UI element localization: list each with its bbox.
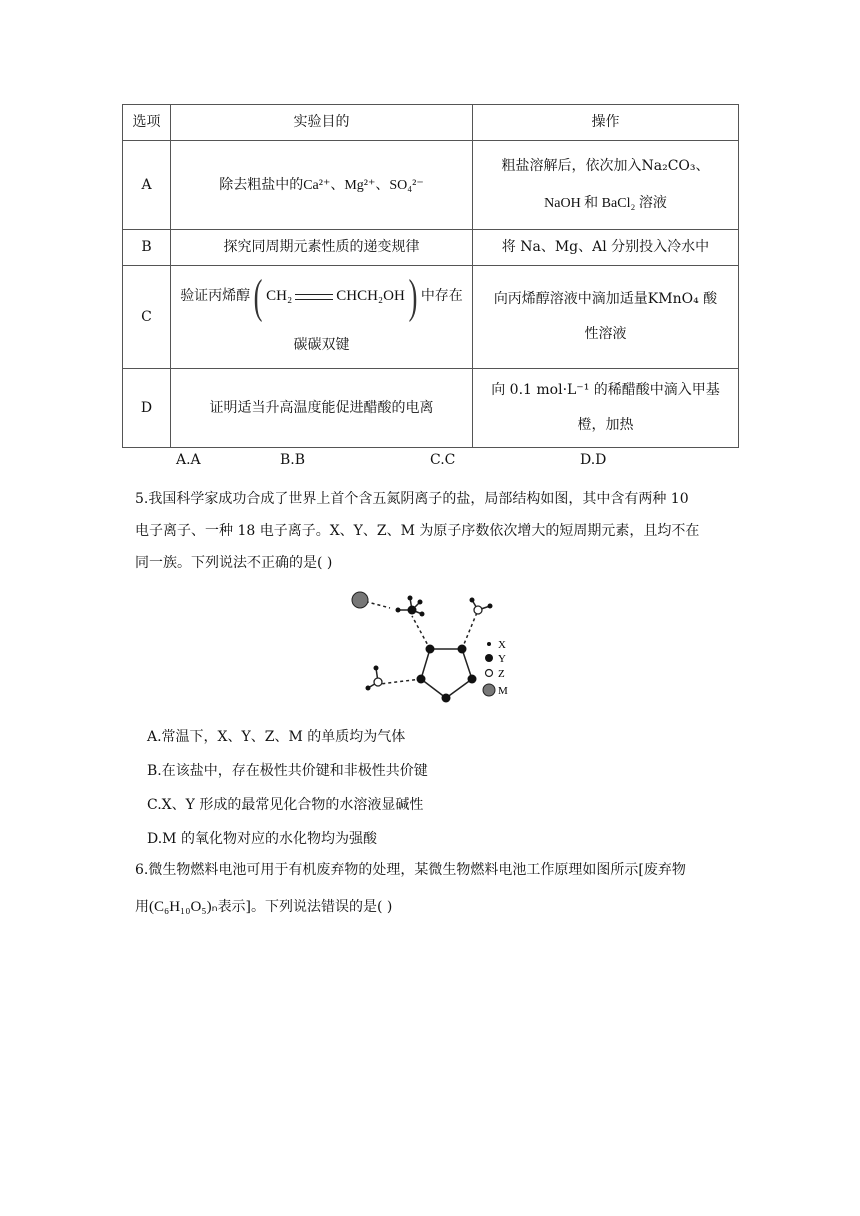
answer-c: C.C bbox=[430, 452, 456, 468]
operation-line-1: 向丙烯醇溶液中滴加适量KMnO₄ 酸 bbox=[493, 291, 718, 307]
options-table bbox=[122, 104, 739, 448]
row-label: B bbox=[123, 230, 171, 266]
legend-z: Z bbox=[498, 668, 505, 680]
answer-d: D.D bbox=[580, 452, 607, 468]
right-paren: ) bbox=[408, 269, 418, 323]
double-bond-icon bbox=[295, 294, 333, 300]
row-label: C bbox=[123, 266, 171, 369]
header-option: 选项 bbox=[123, 105, 171, 141]
q6-prefix: 用 bbox=[135, 899, 149, 915]
q5-line-2: 电子离子、一种 18 电子离子。X、Y、Z、M 为原子序数依次增大的短周期元素，且均不在 bbox=[135, 523, 700, 539]
legend-m: M bbox=[498, 685, 508, 697]
header-operation: 操作 bbox=[473, 105, 739, 141]
q5-option-d: D.M 的氧化物对应的水化物均为强酸 bbox=[147, 831, 377, 847]
legend-y: Y bbox=[498, 653, 506, 665]
operation-line-2: NaOH 和 BaCl₂ 溶液 bbox=[544, 196, 667, 211]
table-header-row bbox=[123, 105, 739, 141]
purpose-cell bbox=[171, 266, 473, 369]
purpose-cell: 证明适当升高温度能促进醋酸的电离 bbox=[171, 369, 473, 448]
pentazolate-structure-diagram bbox=[350, 586, 520, 704]
purpose-line-2: 碳碳双键 bbox=[293, 336, 350, 353]
operation-line-1: 向 0.1 mol·L⁻¹ 的稀醋酸中滴入甲基 bbox=[491, 382, 720, 398]
table-row bbox=[123, 266, 739, 369]
q5-option-a: A.常温下，X、Y、Z、M 的单质均为气体 bbox=[147, 729, 406, 745]
answer-a: A.A bbox=[176, 452, 201, 468]
structure-legend bbox=[483, 639, 508, 697]
formula-right: CHCH₂OH bbox=[336, 288, 405, 305]
purpose-text: 除去粗盐中的 bbox=[219, 176, 304, 193]
allyl-alcohol-formula bbox=[266, 285, 405, 308]
operation-line-2: 橙，加热 bbox=[577, 417, 634, 433]
purpose-cell bbox=[171, 141, 473, 230]
purpose-text: 验证丙烯醇 bbox=[180, 288, 251, 304]
q6-suffix: 表示]。下列说法错误的是( ) bbox=[217, 899, 393, 915]
legend-x: X bbox=[498, 639, 506, 651]
operation-cell bbox=[473, 141, 739, 230]
q5-line-1: 5.我国科学家成功合成了世界上首个含五氮阴离子的盐，局部结构如图，其中含有两种 10 bbox=[135, 491, 689, 507]
operation-line-1: 粗盐溶解后，依次加入Na₂CO₃、 bbox=[501, 158, 710, 174]
formula-left: CH₂ bbox=[266, 288, 293, 305]
operation-cell bbox=[473, 369, 739, 448]
q5-option-b: B.在该盐中，存在极性共价键和非极性共价键 bbox=[147, 763, 428, 779]
operation-line-2: 性溶液 bbox=[584, 326, 627, 342]
cellulose-formula: (C₆H₁₀O₅)ₙ bbox=[149, 899, 218, 915]
left-paren: ( bbox=[253, 269, 263, 323]
answer-b: B.B bbox=[280, 452, 306, 468]
table-row bbox=[123, 369, 739, 448]
header-purpose: 实验目的 bbox=[171, 105, 473, 141]
table-row bbox=[123, 141, 739, 230]
purpose-suffix: 中存在 bbox=[420, 288, 463, 304]
purpose-ions: Ca²⁺、Mg²⁺、SO₄²⁻ bbox=[303, 177, 424, 193]
table-row bbox=[123, 230, 739, 266]
row-label: D bbox=[123, 369, 171, 448]
operation-cell: 将 Na、Mg、Al 分别投入冷水中 bbox=[473, 230, 739, 266]
row-label: A bbox=[123, 141, 171, 230]
q5-option-c: C.X、Y 形成的最常见化合物的水溶液显碱性 bbox=[147, 797, 424, 813]
q6-line-1: 6.微生物燃料电池可用于有机废弃物的处理，某微生物燃料电池工作原理如图所示[废弃物 bbox=[135, 862, 686, 878]
operation-cell bbox=[473, 266, 739, 369]
q5-line-3: 同一族。下列说法不正确的是( ) bbox=[135, 555, 333, 571]
q6-line-2 bbox=[135, 892, 755, 922]
purpose-cell: 探究同周期元素性质的递变规律 bbox=[171, 230, 473, 266]
